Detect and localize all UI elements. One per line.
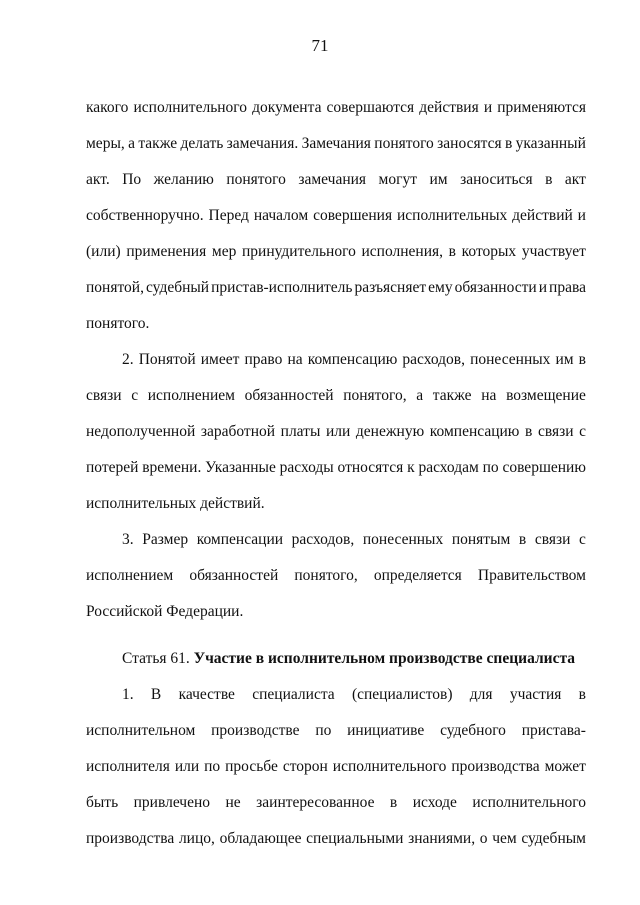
text-line (86, 830, 586, 848)
word: какого (86, 99, 129, 116)
word: 2. (122, 351, 134, 368)
word: По (122, 171, 142, 188)
word: денежную (355, 423, 425, 440)
word: понятого (374, 135, 434, 152)
word: права (549, 279, 586, 296)
word: понесенных (470, 351, 551, 368)
word: заноситься (460, 171, 533, 188)
word: которых (461, 243, 517, 260)
word: (специалистов) (351, 686, 453, 703)
word: недополученной (86, 423, 196, 440)
word: разъясняет (354, 279, 427, 296)
word: акт (564, 171, 586, 188)
word: пристава- (521, 722, 586, 739)
text-line (122, 531, 586, 549)
word: понятого, (294, 567, 358, 584)
word: судебным (521, 830, 586, 847)
word: времени. (142, 459, 202, 476)
article-title: Участие в исполнительном производстве специалиста (193, 650, 576, 667)
word: в (545, 171, 553, 188)
word: им (555, 351, 574, 368)
word: относятся (337, 459, 404, 476)
word: инициативе (347, 722, 425, 739)
word: судебный (146, 279, 210, 296)
word: по (315, 722, 332, 739)
text-line (122, 686, 586, 704)
word: а (128, 135, 135, 152)
word: с (579, 531, 586, 548)
word: о (479, 830, 488, 847)
word: производства (451, 758, 540, 775)
word: к (407, 459, 415, 476)
text-line (86, 423, 586, 441)
word: производства (86, 830, 175, 847)
word: с (131, 387, 139, 404)
word: исполнением (147, 387, 235, 404)
word: понятого, (343, 387, 407, 404)
word: в (518, 531, 527, 548)
word: или (174, 758, 200, 775)
word: расходы (279, 459, 334, 476)
word: расходов, (291, 531, 355, 548)
text-line (122, 351, 586, 369)
word: указанный (515, 135, 586, 152)
word: в (389, 794, 398, 811)
article-number: Статья 61. (122, 650, 190, 667)
word: платы (280, 423, 321, 440)
word: исходе (412, 794, 457, 811)
word: также (138, 135, 178, 152)
word: на (481, 387, 497, 404)
word: им (429, 171, 448, 188)
word: 1. (122, 686, 134, 703)
word: акт. (86, 171, 110, 188)
word: специалиста (252, 686, 335, 703)
word: в (578, 351, 586, 368)
word: сторон (282, 758, 328, 775)
word: также (432, 387, 472, 404)
word: производстве (211, 722, 300, 739)
word: совершения (313, 207, 393, 224)
word: понятой, (86, 279, 144, 296)
word: совершаются (326, 99, 415, 116)
text-line (86, 387, 586, 405)
word: в (448, 243, 456, 260)
word: расходов, (402, 351, 466, 368)
word: замечания. (226, 135, 299, 152)
word: и (577, 207, 586, 224)
word: замечания (298, 171, 367, 188)
word: по (482, 459, 499, 476)
word: может (544, 758, 586, 775)
word: компенсацию (307, 351, 398, 368)
word: просьбе (225, 758, 278, 775)
text-line (86, 758, 586, 776)
word: обязанности (454, 279, 537, 296)
word: не (225, 794, 241, 811)
word: в (525, 423, 533, 440)
word: Понятой (138, 351, 196, 368)
word: Перед (208, 207, 249, 224)
word: возмещение (506, 387, 586, 404)
word: потерей (86, 459, 139, 476)
word: Правительством (477, 567, 586, 584)
word: применяются (497, 99, 586, 116)
text-line: понятого. (86, 315, 150, 332)
text-line (86, 99, 586, 117)
word: Указанные (205, 459, 276, 476)
word: понятым (451, 531, 511, 548)
word: или (325, 423, 351, 440)
word: участия (509, 686, 562, 703)
word: желанию (153, 171, 214, 188)
word: понесенных (362, 531, 444, 548)
word: пристав-исполнитель (211, 279, 353, 296)
word: обязанностей (189, 567, 279, 584)
text-line (86, 567, 586, 585)
word: быть (86, 794, 119, 811)
word: исполнительного (133, 99, 248, 116)
text-line: Российской Федерации. (86, 603, 244, 620)
text-line (86, 279, 586, 297)
word: имеет (200, 351, 240, 368)
word: определяется (373, 567, 462, 584)
word: могут (378, 171, 417, 188)
word: привлечено (133, 794, 211, 811)
word: обладающее (219, 830, 302, 847)
word: документа (252, 99, 322, 116)
word: действия (419, 99, 479, 116)
word: компенсации (196, 531, 284, 548)
word: и (538, 279, 548, 296)
text-line (86, 459, 586, 477)
word: исполнительном (86, 722, 196, 739)
article-heading (122, 650, 586, 668)
word: специальными (306, 830, 404, 847)
word: понятого (226, 171, 286, 188)
word: исполнительных (397, 207, 508, 224)
word: исполнителя (86, 758, 170, 775)
text-line (86, 207, 586, 225)
word: связи (537, 423, 574, 440)
word: В (150, 686, 162, 703)
word: применения (126, 243, 207, 260)
word: Размер (142, 531, 189, 548)
word: принудительного (242, 243, 356, 260)
word: право (244, 351, 283, 368)
word: судебного (440, 722, 506, 739)
word: компенсацию (429, 423, 520, 440)
word: в (504, 135, 513, 152)
word: исполнительного (332, 758, 447, 775)
text-line: исполнительных действий. (86, 495, 265, 512)
word: расходам (418, 459, 479, 476)
text-line (86, 171, 586, 189)
word: связи (534, 531, 571, 548)
text-line (86, 135, 586, 153)
word: (или) (86, 243, 121, 260)
word: чем (492, 830, 517, 847)
word: Замечания (301, 135, 371, 152)
text-line (86, 243, 586, 261)
word: лицо, (178, 830, 215, 847)
word: обязанностей (244, 387, 334, 404)
word: качестве (178, 686, 235, 703)
word: заработной (200, 423, 276, 440)
text-line (86, 722, 586, 740)
word: и (483, 99, 493, 116)
word: совершению (502, 459, 586, 476)
word: исполнительного (472, 794, 586, 811)
word: ему (428, 279, 453, 296)
word: на (287, 351, 303, 368)
word: заинтересованное (256, 794, 375, 811)
word: участвует (521, 243, 586, 260)
word: по (204, 758, 221, 775)
word: знаниями, (408, 830, 476, 847)
word: исполнением (86, 567, 174, 584)
page-number: 71 (311, 36, 329, 55)
word: 3. (122, 531, 134, 548)
word: заносятся (437, 135, 502, 152)
word: в (578, 686, 586, 703)
word: действий (512, 207, 573, 224)
word: меры, (86, 135, 125, 152)
word: а (416, 387, 424, 404)
word: связи (86, 387, 122, 404)
word: началом (253, 207, 309, 224)
word: исполнения, (361, 243, 444, 260)
word: с (579, 423, 586, 440)
text-line (86, 794, 586, 812)
word: мер (211, 243, 237, 260)
word: собственноручно. (86, 207, 204, 224)
word: для (469, 686, 493, 703)
word: делать (180, 135, 224, 152)
